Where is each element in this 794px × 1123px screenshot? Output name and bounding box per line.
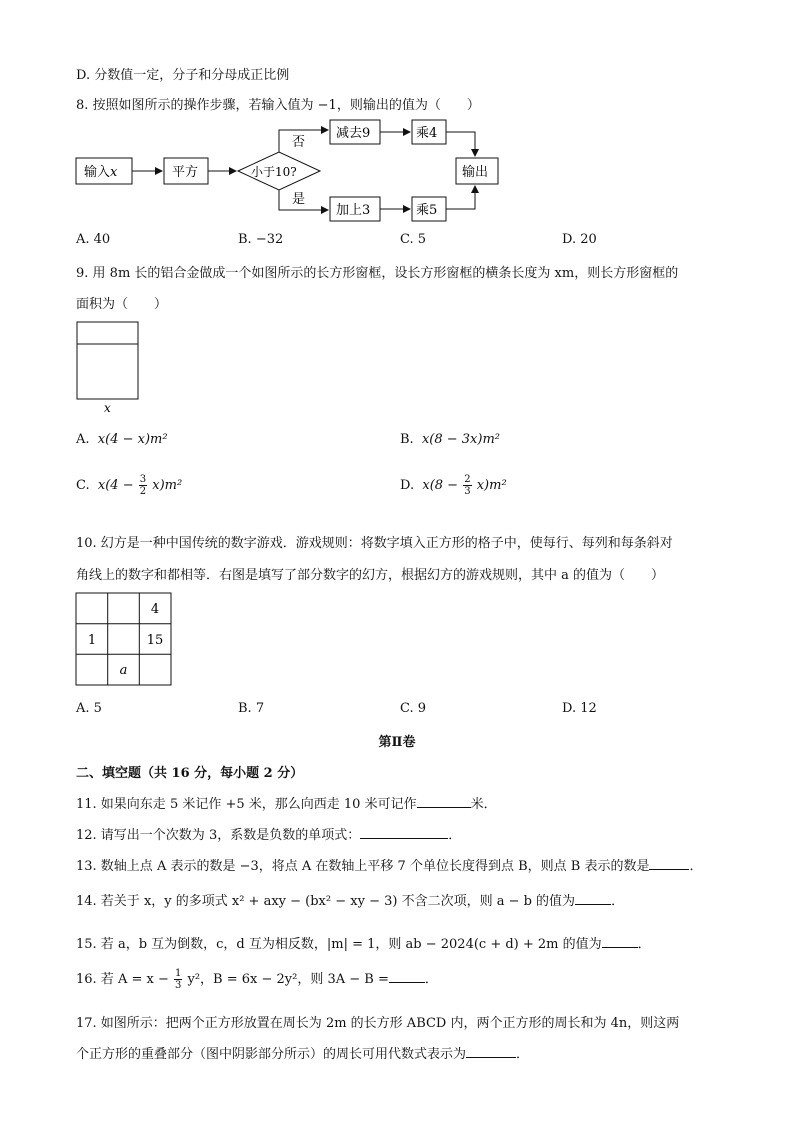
- q17-answer-blank[interactable]: [466, 1045, 516, 1058]
- q15-answer-blank[interactable]: [602, 935, 638, 948]
- q11-answer-blank[interactable]: [417, 795, 471, 808]
- q7-option-d: D. 分数值一定，分子和分母成正比例: [76, 68, 290, 83]
- q9-option-c-fraction: $\frac{3}{2}$: [139, 474, 147, 497]
- q12-answer-blank[interactable]: [360, 826, 448, 839]
- flow-sub9-label: 减去9: [336, 126, 371, 141]
- grid-cell-r1c2: 15: [146, 633, 164, 648]
- q10-stem-line1: 10. 幻方是一种中国传统的数字游戏．游戏规则：将数字填入正方形的格子中，使每行、每列和每条斜对: [76, 536, 673, 551]
- flow-yes-label: 是: [292, 192, 306, 207]
- section2-title: 二、填空题（共 16 分，每小题 2 分）: [76, 766, 304, 781]
- q8-option-a: A. 40: [76, 232, 111, 247]
- flow-output-label: 输出: [462, 165, 489, 180]
- q17-line2: 个正方形的重叠部分（图中阴影部分所示）的周长可用代数式表示为 ．: [76, 1047, 530, 1062]
- flow-decision-label: 小于10?: [251, 165, 297, 179]
- q13: 13. 数轴上点 A 表示的数是 −3，将点 A 在数轴上平移 7 个单位长度得到点 B，则点 B 表示的数是 ．: [76, 859, 703, 874]
- q9-window-figure: [74, 320, 144, 416]
- q9-fig-label-x: x: [104, 401, 111, 415]
- q10-magic-square: [75, 592, 175, 688]
- q9-option-b: B. x(8 − 3x)m²: [400, 432, 500, 447]
- q8-flowchart: [70, 118, 510, 228]
- flow-add3-label: 加上3: [336, 203, 371, 218]
- q8-option-d: D. 20: [562, 232, 597, 247]
- q16-answer-blank[interactable]: [389, 970, 425, 983]
- q10-option-d: D. 12: [562, 701, 597, 716]
- flow-mul5-label: 乘5: [416, 203, 438, 218]
- q14: 14. 若关于 x，y 的多项式 x² + axy − (bx² − xy − 3) 不含二次项，则 a − b 的值为 ．: [76, 894, 625, 909]
- flow-no-label: 否: [292, 135, 306, 150]
- grid-cell-r1c0: 1: [87, 633, 97, 648]
- flow-square-label: 平方: [172, 165, 199, 180]
- q10-option-b: B. 7: [238, 701, 265, 716]
- q10-option-a: A. 5: [76, 701, 102, 716]
- grid-cell-r0c2: 4: [150, 602, 160, 617]
- q8-option-b: B. −32: [238, 232, 284, 247]
- q17-line1: 17. 如图所示：把两个正方形放置在周长为 2m 的长方形 ABCD 内，两个正方形的周长和为 4n，则这两: [76, 1016, 680, 1031]
- q10-stem-line2: 角线上的数字和都相等．右图是填写了部分数字的幻方，根据幻方的游戏规则，其中 a 的值为（ ）: [76, 568, 665, 583]
- q9-option-d-fraction: $\frac{2}{3}$: [464, 474, 471, 497]
- q8-stem: 8. 按照如图所示的操作步骤，若输入值为 −1，则输出的值为（ ）: [76, 98, 480, 113]
- part2-title: 第Ⅱ卷: [378, 735, 416, 750]
- q9-stem-line1: 9. 用 8m 长的铝合金做成一个如图所示的长方形窗框，设长方形窗框的横条长度为 xm，则长方形窗框的: [76, 266, 679, 281]
- q12: 12. 请写出一个次数为 3，系数是负数的单项式： ．: [76, 828, 462, 843]
- q15: 15. 若 a，b 互为倒数，c，d 互为相反数，|m| = 1，则 ab − 2024(c + d) + 2m 的值为 ．: [76, 937, 651, 952]
- q11: 11. 如果向东走 5 米记作 +5 米，那么向西走 10 米可记作 米．: [76, 797, 497, 812]
- q14-answer-blank[interactable]: [575, 892, 611, 905]
- grid-cell-r2c1: a: [119, 663, 128, 678]
- q9-option-d: D. x(8 − $\frac{2}{3}$ x)m²: [400, 474, 507, 497]
- q13-answer-blank[interactable]: [649, 857, 689, 870]
- q16: 16. 若 A = x − $\frac{1}{3}$ y²，B = 6x − 2y²，则 3A − B = ．: [76, 968, 438, 991]
- q8-option-c: C. 5: [400, 232, 427, 247]
- flow-input-label: 输入x: [84, 165, 118, 180]
- q10-option-c: C. 9: [400, 701, 427, 716]
- q9-option-c: C. x(4 − $\frac{3}{2}$ x)m²: [76, 474, 183, 497]
- q16-fraction: $\frac{1}{3}$: [174, 968, 182, 991]
- q9-stem-line2: 面积为（ ）: [76, 297, 168, 312]
- q9-option-a: A. x(4 − x)m²: [76, 432, 168, 447]
- flow-mul4-label: 乘4: [416, 126, 438, 141]
